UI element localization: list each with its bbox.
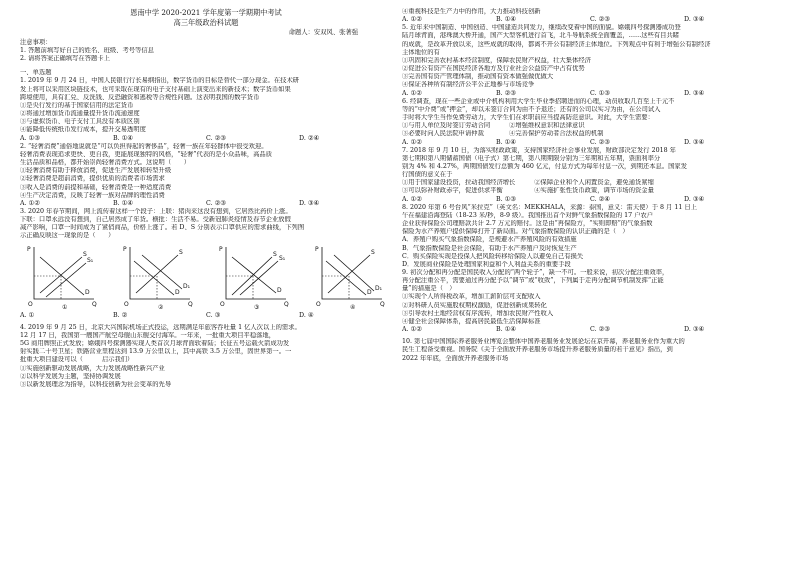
graph-1 — [26, 243, 98, 309]
question-line: ②促进公有资产在国民经济各地方及行业社会公益资产中占有优势 — [402, 65, 585, 73]
option[interactable]: B. ①③ — [496, 195, 516, 203]
question-line: ④生产决定消费，反映了轻奢一族对品牌的理性消费 — [20, 191, 165, 199]
equilibrium-guide — [130, 276, 157, 299]
question-line: 保险为水产养殖户提供保障打开了新局面。对气象指数保险的认识正确的是（ ） — [402, 228, 629, 236]
question-line: ④保证各种所有制经济公平公正地参与市场竞争 — [402, 81, 535, 89]
question-1 — [20, 77, 392, 134]
question-line: 跨境使用，具有汇兑、反洗钱、反恐融资和逃税等合规性问题。这表明我国的数字货币 — [20, 93, 260, 101]
exam-subtitle: 高三年级政治科试题 — [173, 18, 239, 27]
option[interactable]: B. ①④ — [113, 199, 133, 207]
note-item: 2. 请将答案正确填写在答题卡上 — [20, 55, 110, 63]
option[interactable]: C. ②③ — [206, 199, 226, 207]
section-heading: 一、单选题 — [20, 69, 52, 77]
axis-label: O — [220, 300, 225, 308]
question-4-options — [402, 16, 778, 24]
question-1-options — [20, 135, 392, 143]
question-line: 12 月 17 日，我国第一艘国产航空母舰山东舰交付海军。一年来，一批重大项目平稳落地， — [20, 331, 276, 339]
graph-number: ③ — [254, 303, 260, 311]
question-line: 2. “轻奢消费”通俗地说就是“可以负担得起的奢侈品”，轻奢一族在年轻群体中很受欢迎。 — [20, 142, 268, 150]
option[interactable]: A. ①② — [402, 326, 422, 334]
question-4 — [20, 324, 392, 389]
question-line: ①巩固和完善农村基本经营制度，保障农民财产权益，壮大集体经济 — [402, 56, 591, 64]
question-5-options — [402, 90, 778, 98]
exam-authors: 命题人：安双风、张著强 — [288, 29, 358, 36]
question-4-continued — [402, 8, 778, 16]
option[interactable]: D. ②④ — [299, 134, 320, 142]
option[interactable]: D. ③④ — [684, 138, 705, 146]
question-6-options — [402, 139, 778, 147]
option[interactable]: C. ②③ — [590, 16, 610, 24]
question-3 — [20, 208, 392, 241]
question-line: 3. 2020 年春节期间，网上流传着这样一个段子：上联：猪肉来这没有想到，它居然比药价上涨。 — [20, 207, 292, 215]
question-line: 行国债的意义在于 — [402, 171, 453, 179]
question-line: 9. 初次分配和再分配是国民收入分配的“两个轮子”，缺一不可。一般来说，初次分配注重效率， — [402, 269, 669, 276]
question-line: 批重大项目建设可以（ 启示我们） — [20, 356, 134, 364]
graph-number: ② — [158, 303, 164, 311]
question-line: ①实现个人所得税改革，增加工薪阶层可支配收入 — [402, 293, 541, 301]
graph-number: ④ — [350, 303, 356, 311]
question-line: ③完善国有资产管理体制，推动国有资本做强做优做大 — [402, 73, 554, 81]
option[interactable]: C. ②③ — [206, 134, 226, 142]
graph-2 — [122, 243, 194, 309]
question-line: 午在福建沿海登陆（18-23 米/秒，8-9 级）。我国推出首个对鲜气象指数保险的 17 户农户 — [402, 211, 654, 219]
question-line: 民生工程备受重视。国务院《关于全面放开养老服务市场提升养老服务质量的若干意见》指出，到 — [402, 346, 673, 354]
question-line: C．购买保险实现是投保人把风险转移给保险人以避免自己有损失 — [402, 252, 584, 260]
option[interactable]: D. ③④ — [684, 195, 705, 203]
question-line: 第七期和第八期储蓄国债（电子式）第七期，第八期期限分别为三年期和五年期，票面利率分 — [402, 154, 661, 162]
curve — [232, 257, 276, 293]
question-line: 轻奢消费表现追求更快、更自我，更能展现独特的风格，“轻奢”代表的是小众品味，高品质 — [20, 150, 273, 158]
option[interactable]: A. ①③ — [20, 134, 40, 142]
left-column — [20, 8, 392, 389]
option[interactable]: A. ①② — [402, 195, 422, 203]
curve-label: D₁ — [183, 282, 191, 290]
option[interactable]: A. ① — [20, 311, 35, 319]
graph-number: ① — [62, 303, 68, 311]
curve-label: S — [179, 248, 183, 256]
question-line: 陆月球背面，港珠澳大桥开通，国产大型客机进行首飞，北斗导航系统全面覆盖，……这些有目共睹 — [402, 32, 680, 40]
question-2-options — [20, 200, 392, 208]
graph-svg — [122, 243, 194, 309]
question-line: ①是央行发行的基于国家信用的法定货币 — [20, 101, 134, 109]
note-item: 1. 答题前填写好自己的姓名、班级、考号等信息 — [20, 47, 154, 54]
question-line: ③可以弥补财政赤字，促进供求平衡 ④实施扩张性货币政策，调节市场的资金量 — [402, 187, 654, 195]
question-line: 企业获得保险公司理赔款共计 2.7 万元的赔付。这是由“再保险方，“实则即赔”的气象指数 — [402, 220, 653, 228]
question-line: B．气象指数保险是社会保险，有助于水产养殖户及时恢复生产 — [402, 244, 577, 252]
option[interactable]: A. ①② — [402, 89, 422, 97]
option[interactable]: D. ③④ — [684, 16, 705, 24]
question-line: ④重视科技是生产力中的作用，大力推动科技创新 — [402, 8, 541, 15]
question-line: 8. 2020 年第 6 号台风“米拉克”（英文名：MEKKHALA，来源：泰国，意义：雷天使）于 8 月 11 日上 — [402, 203, 697, 211]
graph-4 — [314, 243, 386, 309]
question-line: A．养殖户购买气象指数保险，是规避水产养殖风险的有效措施 — [402, 236, 577, 244]
axis-label: O — [124, 300, 129, 308]
question-line: 1. 2019 年 9 月 24 日，中国人民银行行长易纲指出，数字货币的目标是替代一部分现金。在技术研 — [20, 77, 300, 85]
question-line: ②对科研人员实施股权期权激励，促进创新成果转化 — [402, 301, 547, 309]
question-line: 减产影响，口罩一时间成为了紧俏商品，价格上涨了。若 D、S 分别表示口罩供应的需求曲线，下列图 — [20, 224, 305, 232]
question-2 — [20, 143, 392, 200]
question-5 — [402, 24, 778, 89]
question-line: ①轻奢消费有助于释放消费，促进生产发展和转型升级 — [20, 167, 172, 175]
question-line: 别为 4% 和 4.27%，两期国债发行总额为 460 亿元，付息方式为每年付息一次，到期还本息。国家发 — [402, 162, 688, 170]
curve-label: S₁ — [279, 254, 286, 262]
option[interactable]: C. ②③ — [590, 326, 610, 334]
option[interactable]: B. ①④ — [496, 16, 516, 24]
question-line: ③以新发展理念为指导，以科技创新为社会变革的先导 — [20, 380, 172, 388]
option[interactable]: A. ①② — [20, 199, 40, 207]
curve — [328, 255, 370, 293]
question-9 — [402, 269, 778, 326]
question-line: 4. 2019 年 9 月 25 日，北京大兴国际机场正式投运，远期满足年旅客吞吐量 1 亿人次以上的需求。 — [20, 323, 301, 331]
axis-label: Q — [284, 300, 289, 308]
option[interactable]: D. ④ — [299, 311, 314, 319]
option[interactable]: B. ②③ — [496, 89, 516, 97]
axis-label: O — [316, 300, 321, 308]
question-line: 6. 经调查，现在一些企业或中介机构利用大学生毕业季招聘进而的心理，动员收取几百至上千元不 — [402, 97, 675, 105]
question-line: 2022 年年底，全面放开养老服务市场 — [402, 354, 509, 362]
graph-3 — [218, 243, 290, 309]
question-line: ④能降低传统纸币发行成本，提升交易透明度 — [20, 126, 146, 134]
axis-label: O — [28, 300, 33, 308]
option[interactable]: B. ② — [113, 311, 128, 319]
exam-title: 恩南中学 2020-2021 学年度第一学期期中考试 — [130, 8, 282, 17]
question-line: ①与用人单位及时签订劳动合同 ②增强维权意识和法律意识 — [402, 122, 585, 130]
question-9-options — [402, 326, 778, 334]
question-line: ①用于国家建设投资，拉动我国经济增长 ②保障企业和个人闲置资金，避免通货紧缩 — [402, 179, 654, 187]
curve-label: D₁ — [375, 284, 383, 292]
question-line: 等的“中介费”或“押金”，却以未签订合同为由不予退还；还有的公司以实习为由，在公司试入 — [402, 105, 661, 113]
option[interactable]: D. ③④ — [684, 326, 705, 334]
axis-label: Q — [92, 300, 97, 308]
question-7-options — [402, 196, 778, 204]
option[interactable]: C. ③ — [206, 311, 221, 319]
question-line: 射实践二十号卫星；铁路营业里程达到 13.9 万公里以上，其中高铁 3.5 万公里，固世界第一。一 — [20, 348, 292, 356]
question-line: 5. 近年来中国制造、中国创造、中国建造共同发力，继续改变着中国的面貌。嫦娥四号探测器成功登 — [402, 24, 681, 32]
question-7 — [402, 147, 778, 196]
graph-svg — [26, 243, 98, 309]
question-line: 主体地位的有 — [402, 48, 440, 56]
question-line: 10. 第七届中国国际养老服务业博览会整体中国养老服务业发展论坛在京开幕，养老服务业作为重大的 — [402, 338, 685, 346]
question-line: ③收入是消费的前提和基础，轻奢消费是一种适度消费 — [20, 183, 172, 191]
option[interactable]: D. ③④ — [684, 89, 705, 97]
question-line: ①实施创新驱动发展战略，大力发展战略性新兴产业 — [20, 364, 165, 372]
axis-label: P — [219, 245, 223, 253]
question-line: 5G 商用牌照正式发放；嫦娥四号探测器实现人类首次月球背面软着陆；长征五号运载火箭成功发 — [20, 340, 290, 348]
curve — [142, 255, 182, 289]
supply-demand-graphs — [20, 243, 392, 309]
question-10 — [402, 338, 778, 362]
question-line: ②将通过增加货币流通量提升货币流通速度 — [20, 110, 140, 118]
question-line: 7. 2018 年 9 月 10 日，为落实财政政策，支持国家经济社会事业发展，财政部决定发行 2018 年 — [402, 146, 676, 154]
question-line: ②以科学发展为主题，坚持协调发展 — [20, 372, 121, 380]
right-column — [402, 8, 778, 363]
option[interactable]: C. ②③ — [590, 138, 610, 146]
option[interactable]: C. ②④ — [590, 195, 610, 203]
question-line: ③引导农村土地经营权有序流转，增加农民财产性收入 — [402, 309, 554, 317]
graph-svg — [218, 243, 290, 309]
question-line: 再分配注重公平，需要通过再分配予以“调节”或“收敛”，下列属于走再分配调节机制发挥“正能 — [402, 277, 664, 285]
option[interactable]: A. ①② — [402, 16, 422, 24]
axis-label: P — [315, 245, 319, 253]
question-line: 示正确反映这一现象的是（ ） — [20, 232, 115, 240]
notes-heading: 注意事项： — [20, 39, 52, 46]
curve-label: S₁ — [87, 256, 94, 264]
curve — [136, 255, 178, 293]
question-line: ③必要时向人民法院申请仲裁 ④完善保护劳动者合法权益的机制 — [402, 130, 604, 138]
question-line: ④健全社会保障体系，提高居民最低生活保障标准 — [402, 317, 541, 325]
curve-label: D — [175, 288, 180, 296]
curve-label: S — [371, 248, 375, 256]
axis-label: P — [27, 245, 31, 253]
question-line: 的成就，是改革开放以来，这些成就的取得，都离不开公有制经济主体地位。下列观点中有利于增强公有制经济 — [402, 40, 711, 48]
option[interactable]: B. ①④ — [113, 134, 133, 142]
curve-label: S — [83, 250, 87, 258]
question-3-options — [20, 312, 392, 320]
equilibrium-guide — [322, 276, 349, 299]
axis-label: P — [123, 245, 127, 253]
option[interactable]: C. ①③ — [590, 89, 610, 97]
question-8 — [402, 204, 778, 269]
option[interactable]: B. ①④ — [496, 138, 516, 146]
axis-label: Q — [188, 300, 193, 308]
question-line: 手时将大学生当作免费劳动力，大学生们在求职前应当提高防范意识。对此，大学生需要： — [402, 114, 654, 122]
question-line: 量”的措施是（ ） — [402, 285, 456, 293]
curve-label: D — [277, 286, 282, 294]
question-line: D．发展商业保险是处理国家利益和个人利益关系的重要手段 — [402, 260, 571, 268]
option[interactable]: A. ①② — [402, 138, 422, 146]
question-line: 下联：口罩永远没有想到，自己居然成了年货。横批：生活不易。受新冠肺炎疫情及春节企业放假 — [20, 216, 291, 224]
question-line: 生活品质和品格，都开始崇尚轻奢消费方式。这说明（ ） — [20, 159, 191, 167]
graph-svg — [314, 243, 386, 309]
option[interactable]: D. ③④ — [299, 199, 320, 207]
axis-label: Q — [380, 300, 385, 308]
question-6 — [402, 98, 778, 139]
option[interactable]: B. ①④ — [496, 326, 516, 334]
question-line: 发上将可以采用区块链技术，也可采取在现有的电子支付基础上演变出来的新技术；数字货币如果 — [20, 85, 291, 93]
curve-label: S — [273, 250, 277, 258]
curve-label: D — [367, 288, 372, 296]
curve-label: D — [85, 288, 90, 296]
question-line: ②轻奢消费是超前消费，提供优质的消费者市场需求 — [20, 175, 165, 183]
question-line: ③与虚拟货币、电子支付工具没有本质区别 — [20, 118, 140, 126]
